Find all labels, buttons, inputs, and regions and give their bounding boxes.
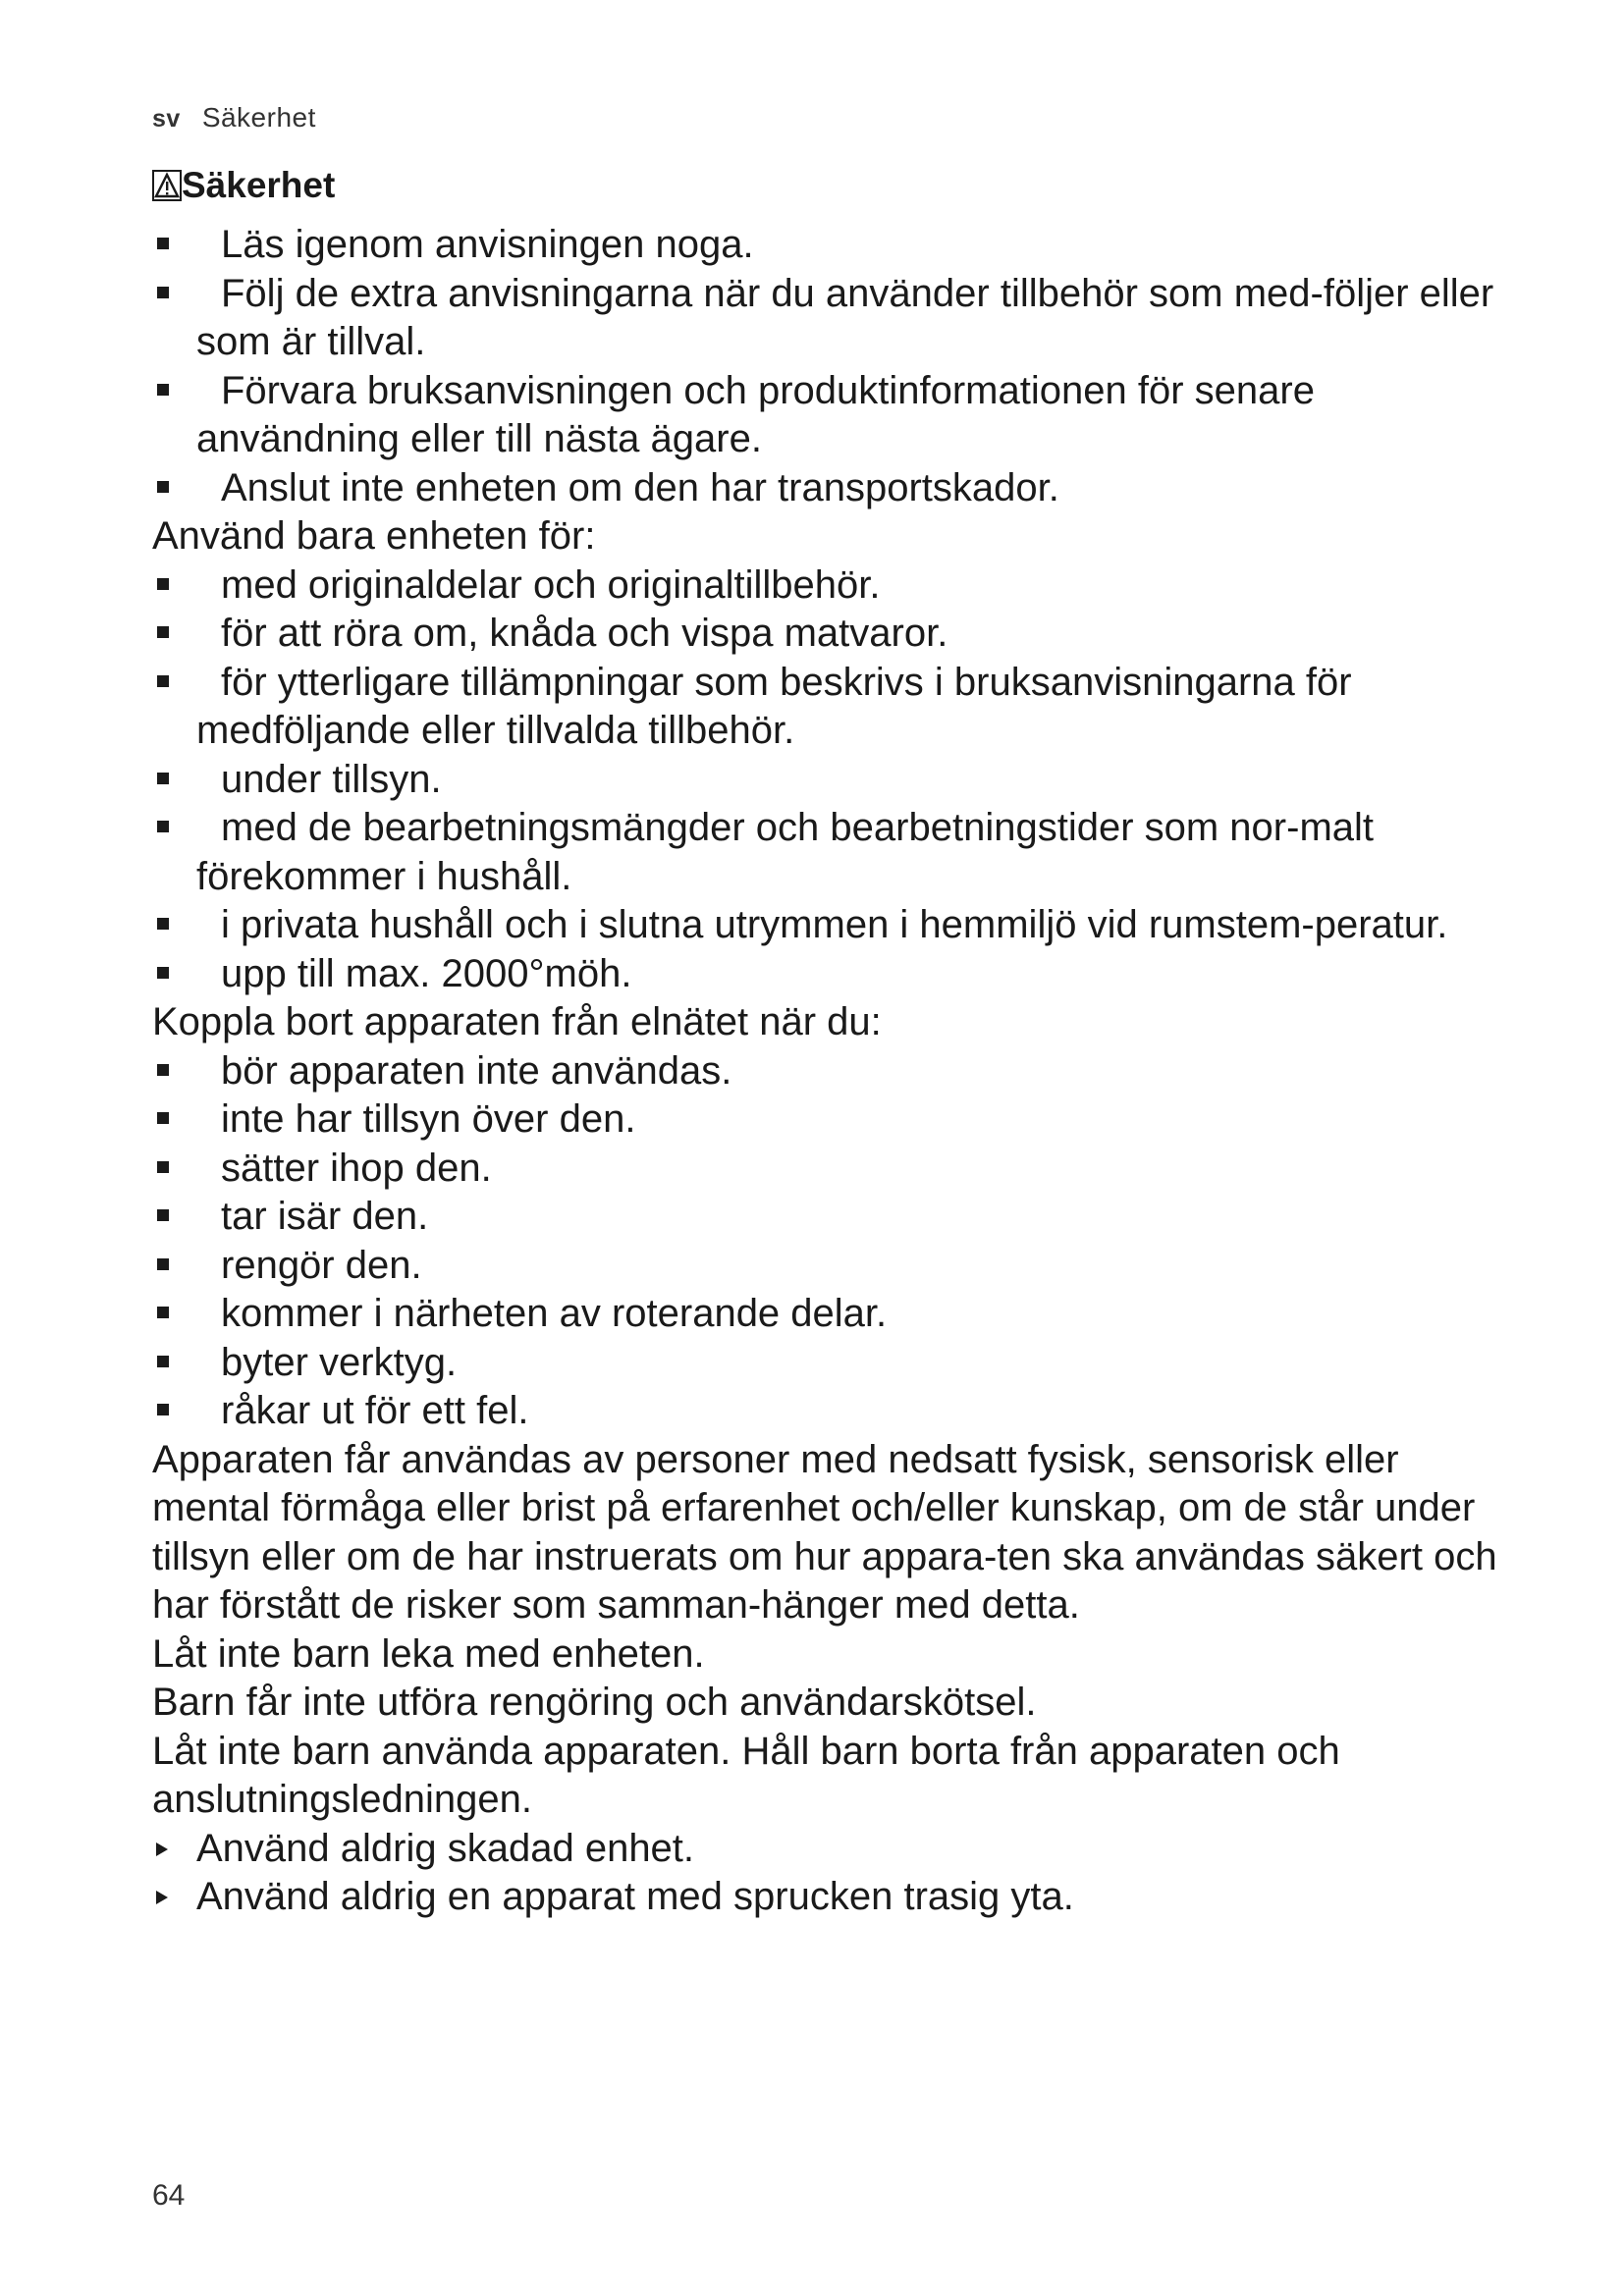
- bullet-square-icon: [157, 287, 169, 298]
- list-item: Följ de extra anvisningarna när du använder tillbehör som med-följer eller som är tillval.: [152, 270, 1507, 367]
- list-item: under tillsyn.: [152, 756, 1507, 805]
- list-item: för att röra om, knåda och vispa matvaror.: [152, 610, 1507, 659]
- bullet-square-icon: [157, 238, 169, 249]
- bullet-square-icon: [157, 1064, 169, 1076]
- list-item: rengör den.: [152, 1242, 1507, 1291]
- list-item: bör apparaten inte användas.: [152, 1047, 1507, 1096]
- warning-list: [152, 1825, 1507, 1922]
- bullet-square-icon: [157, 1209, 169, 1221]
- section-name: Säkerhet: [201, 102, 316, 133]
- list-item: tar isär den.: [152, 1193, 1507, 1242]
- list-item: byter verktyg.: [152, 1339, 1507, 1388]
- bullet-square-icon: [157, 1404, 169, 1415]
- bullet-square-icon: [157, 578, 169, 590]
- bullet-square-icon: [157, 384, 169, 396]
- arrow-right-icon: [156, 1891, 168, 1904]
- use-heading: Använd bara enheten för:: [152, 514, 596, 558]
- list-item: Anslut inte enheten om den har transportskador.: [152, 464, 1507, 513]
- bullet-square-icon: [157, 918, 169, 930]
- bullet-square-icon: [157, 821, 169, 832]
- arrow-right-icon: [156, 1842, 168, 1856]
- paragraph: Apparaten får användas av personer med nedsatt fysisk, sensorisk eller mental förmåga eller brist på erfarenhet och/eller kunskap, om de står under tillsyn eller om de har instruerats om hur appara-ten ska användas säkert och har förstått de risker som samman-hänger med detta.: [152, 1437, 1497, 1627]
- page-header: [152, 102, 316, 133]
- list-item: inte har tillsyn över den.: [152, 1095, 1507, 1145]
- paragraph: Låt inte barn använda apparaten. Håll barn borta från apparaten och anslutningsledningen.: [152, 1729, 1340, 1821]
- list-item: sätter ihop den.: [152, 1145, 1507, 1194]
- bullet-square-icon: [157, 1307, 169, 1318]
- title-text: Säkerhet: [182, 165, 336, 205]
- disconnect-heading: Koppla bort apparaten från elnätet när du:: [152, 1000, 882, 1043]
- list-item: för ytterligare tillämpningar som beskrivs i bruksanvisningarna för medföljande eller tillvalda tillbehör.: [152, 659, 1507, 756]
- list-item: råkar ut för ett fel.: [152, 1387, 1507, 1436]
- bullet-square-icon: [157, 1356, 169, 1367]
- paragraph: Låt inte barn leka med enheten.: [152, 1631, 705, 1676]
- bullet-square-icon: [157, 481, 169, 493]
- bullet-square-icon: [157, 626, 169, 638]
- language-code: sv: [152, 105, 181, 133]
- warning-triangle-icon: [152, 170, 182, 201]
- intro-list: [152, 221, 1507, 512]
- bullet-square-icon: [157, 1258, 169, 1270]
- paragraph: Barn får inte utföra rengöring och användarskötsel.: [152, 1681, 1037, 1724]
- list-item: Förvara bruksanvisningen och produktinformationen för senare användning eller till nästa ägare.: [152, 367, 1507, 464]
- content: [152, 221, 1507, 1922]
- list-item: Läs igenom anvisningen noga.: [152, 221, 1507, 270]
- list-item: kommer i närheten av roterande delar.: [152, 1290, 1507, 1339]
- list-item: upp till max. 2000°möh.: [152, 950, 1507, 999]
- bullet-square-icon: [157, 773, 169, 784]
- bullet-square-icon: [157, 1161, 169, 1173]
- bullet-square-icon: [157, 1112, 169, 1124]
- use-list: [152, 561, 1507, 999]
- section-title: [152, 165, 335, 206]
- list-item: med originaldelar och originaltillbehör.: [152, 561, 1507, 611]
- list-item: i privata hushåll och i slutna utrymmen i hemmiljö vid rumstem-peratur.: [152, 901, 1507, 950]
- bullet-square-icon: [157, 967, 169, 979]
- bullet-square-icon: [157, 675, 169, 687]
- page-number: 64: [152, 2179, 186, 2212]
- list-item: Använd aldrig en apparat med sprucken trasig yta.: [152, 1873, 1507, 1922]
- list-item: Använd aldrig skadad enhet.: [152, 1825, 1507, 1874]
- disconnect-list: [152, 1047, 1507, 1436]
- list-item: med de bearbetningsmängder och bearbetningstider som nor-malt förekommer i hushåll.: [152, 804, 1507, 901]
